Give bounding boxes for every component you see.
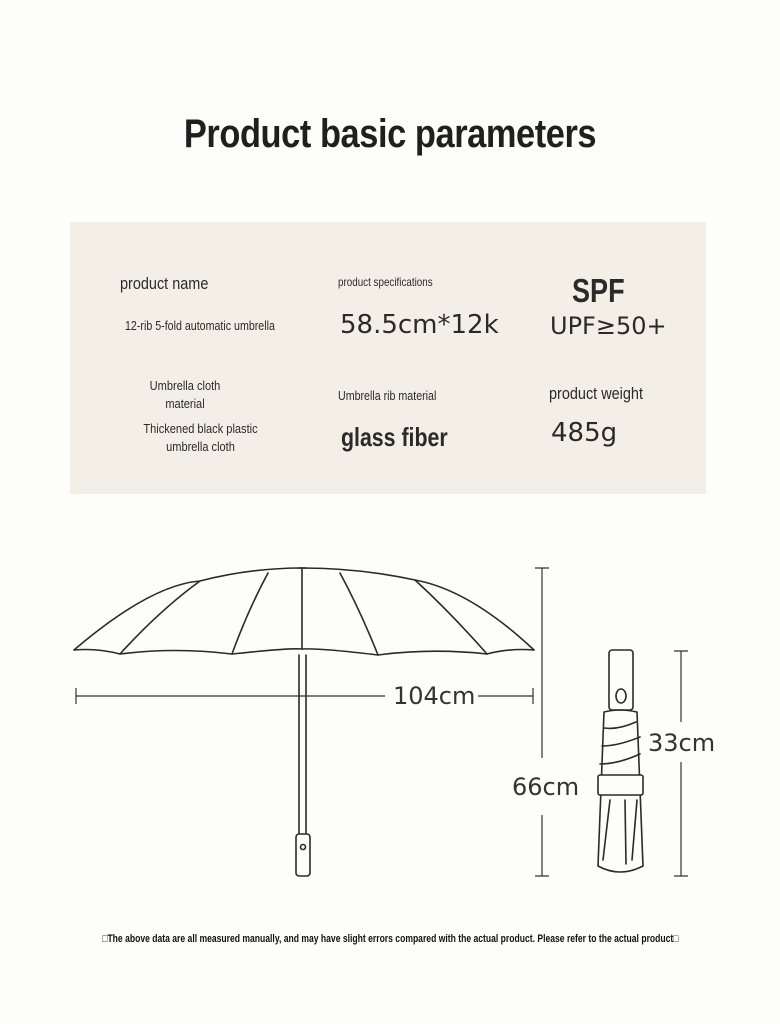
product-specifications-label: product specifications bbox=[338, 275, 433, 289]
rib-material-value: glass fiber bbox=[341, 422, 448, 452]
product-weight-value: 485g bbox=[551, 418, 618, 448]
page-title: Product basic parameters bbox=[183, 112, 597, 156]
folded-height-label: 33cm bbox=[648, 729, 716, 757]
disclaimer-note bbox=[0, 933, 780, 945]
spf-value: UPF≥50+ bbox=[550, 312, 667, 340]
product-name-label: product name bbox=[120, 274, 209, 293]
product-specifications-value: 58.5cm*12k bbox=[340, 310, 499, 340]
umbrella-cloth-label: Umbrella cloth material bbox=[149, 378, 221, 411]
open-umbrella-icon bbox=[74, 568, 534, 876]
product-name-value: 12-rib 5-fold automatic umbrella bbox=[125, 318, 275, 333]
folded-umbrella-icon bbox=[598, 650, 643, 872]
rib-material-label: Umbrella rib material bbox=[338, 388, 437, 403]
open-height-label: 66cm bbox=[512, 773, 580, 801]
umbrella-cloth-value: Thickened black plastic umbrella cloth bbox=[143, 421, 258, 454]
open-width-label: 104cm bbox=[393, 682, 476, 710]
spf-label: SPF bbox=[572, 272, 625, 309]
disclaimer-text: □The above data are all measured manually, and may have slight errors compared with the actual product. Please refer to the actual product□ bbox=[101, 933, 679, 945]
product-weight-label: product weight bbox=[549, 384, 643, 403]
